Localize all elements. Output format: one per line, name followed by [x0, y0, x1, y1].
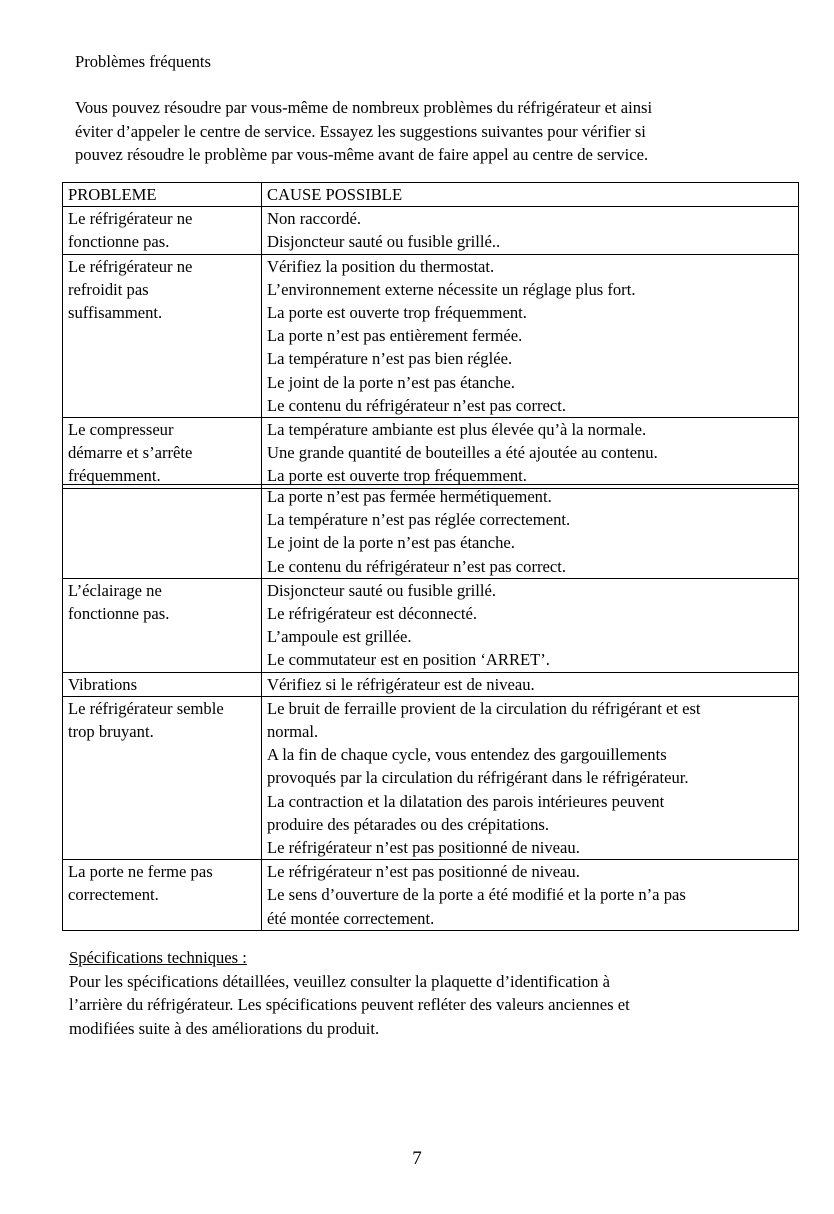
cause-cell — [262, 672, 799, 696]
cause-text: La température ambiante est plus élevée qu’à la normale. — [267, 420, 647, 440]
cause-cell — [262, 860, 799, 931]
header-cause: CAUSE POSSIBLE — [262, 183, 799, 207]
cause-text: Le joint de la porte n’est pas étanche. — [267, 372, 515, 392]
cause-cell — [262, 696, 799, 859]
cause-cell — [262, 418, 799, 489]
problem-text: fonctionne pas. — [68, 232, 170, 252]
cause-text: L’ampoule est grillée. — [267, 627, 412, 647]
problem-text: correctement. — [68, 885, 159, 905]
table-row — [63, 672, 799, 696]
intro-line: Vous pouvez résoudre par vous-même de nombreux problèmes du réfrigérateur et ainsi — [75, 98, 653, 117]
cause-text: Une grande quantité de bouteilles a été ajoutée au contenu. — [267, 443, 658, 463]
table-header-row — [63, 183, 799, 207]
cause-text: Disjoncteur sauté ou fusible grillé. — [267, 580, 497, 600]
cause-text: Le contenu du réfrigérateur n’est pas correct. — [267, 395, 566, 415]
problem-cell — [63, 485, 262, 579]
specifications-line: l’arrière du réfrigérateur. Les spécifications peuvent refléter des valeurs anciennes et — [69, 995, 630, 1014]
table-row — [63, 860, 799, 931]
specifications-title: Spécifications techniques : — [69, 948, 247, 967]
specifications-line: Pour les spécifications détaillées, veuillez consulter la plaquette d’identification à — [69, 971, 610, 991]
cause-text: Le bruit de ferraille provient de la circulation du réfrigérant et est — [267, 698, 701, 718]
troubleshooting-table-continued — [62, 484, 799, 931]
cause-text: Le réfrigérateur n’est pas positionné de niveau. — [267, 838, 580, 858]
cause-text: Disjoncteur sauté ou fusible grillé.. — [267, 232, 501, 252]
problem-text: fréquemment. — [68, 466, 161, 486]
table-row — [63, 207, 799, 254]
cause-text: Le commutateur est en position ‘ARRET’. — [267, 650, 550, 670]
problem-text: Le compresseur — [68, 420, 174, 440]
table-row — [63, 418, 799, 489]
table-row — [63, 485, 799, 579]
problem-cell — [63, 578, 262, 672]
cause-text: La porte n’est pas fermée hermétiquement. — [267, 487, 552, 506]
cause-text: produire des pétarades ou des crépitations. — [267, 814, 549, 834]
problem-cell — [63, 860, 262, 931]
problem-cell — [63, 254, 262, 417]
cause-text: été montée correctement. — [267, 908, 435, 928]
problem-cell — [63, 418, 262, 489]
specifications-line: modifiées suite à des améliorations du produit. — [69, 1018, 380, 1038]
cause-text: Vérifiez la position du thermostat. — [267, 256, 495, 276]
cause-cell — [262, 485, 799, 579]
intro-line: éviter d’appeler le centre de service. Essayez les suggestions suivantes pour vérifier si — [75, 121, 646, 141]
section-heading: Problèmes fréquents — [75, 52, 211, 71]
cause-text: Le réfrigérateur n’est pas positionné de niveau. — [267, 862, 580, 882]
cause-text: La contraction et la dilatation des parois intérieures peuvent — [267, 791, 665, 811]
problem-text: Le réfrigérateur ne — [68, 209, 193, 229]
cause-cell — [262, 254, 799, 417]
cause-text: Le réfrigérateur est déconnecté. — [267, 604, 478, 624]
problem-cell — [63, 207, 262, 254]
specifications-section — [69, 946, 809, 1040]
cause-text: La porte est ouverte trop fréquemment. — [267, 303, 527, 323]
page-number: 7 — [412, 1148, 422, 1169]
cause-text: normal. — [267, 722, 319, 742]
cause-text: La température n’est pas réglée correctement. — [267, 510, 571, 530]
cause-text: La température n’est pas bien réglée. — [267, 349, 513, 369]
cause-text: Le joint de la porte n’est pas étanche. — [267, 533, 515, 553]
table-row — [63, 578, 799, 672]
cause-cell — [262, 207, 799, 254]
cause-text: Non raccordé. — [267, 209, 361, 229]
table-row — [63, 254, 799, 417]
problem-text: Le réfrigérateur semble — [68, 698, 224, 718]
problem-text: refroidit pas — [68, 279, 149, 299]
cause-cell — [262, 578, 799, 672]
cause-text: L’environnement externe nécessite un réglage plus fort. — [267, 279, 636, 299]
cause-text: La porte n’est pas entièrement fermée. — [267, 326, 523, 346]
problem-text: trop bruyant. — [68, 722, 154, 742]
problem-text: Vibrations — [68, 674, 138, 694]
table-row — [63, 696, 799, 859]
problem-text: Le réfrigérateur ne — [68, 256, 193, 276]
cause-text: Le sens d’ouverture de la porte a été modifié et la porte n’a pas — [267, 885, 686, 905]
problem-cell — [63, 672, 262, 696]
problem-text: fonctionne pas. — [68, 604, 170, 624]
cause-text: Vérifiez si le réfrigérateur est de niveau. — [267, 674, 535, 694]
intro-line: pouvez résoudre le problème par vous-même avant de faire appel au centre de service. — [75, 145, 649, 164]
cause-text: La porte est ouverte trop fréquemment. — [267, 466, 527, 486]
troubleshooting-table — [62, 182, 799, 489]
cause-text: provoqués par la circulation du réfrigérant dans le réfrigérateur. — [267, 768, 689, 788]
cause-text: Le contenu du réfrigérateur n’est pas correct. — [267, 556, 566, 576]
problem-cell — [63, 696, 262, 859]
problem-text: démarre et s’arrête — [68, 443, 193, 463]
problem-text: La porte ne ferme pas — [68, 862, 213, 882]
problem-text: suffisamment. — [68, 303, 163, 323]
cause-text: A la fin de chaque cycle, vous entendez des gargouillements — [267, 745, 667, 765]
problem-text: L’éclairage ne — [68, 580, 162, 600]
intro-paragraph — [75, 96, 795, 167]
header-problem: PROBLEME — [63, 183, 262, 207]
